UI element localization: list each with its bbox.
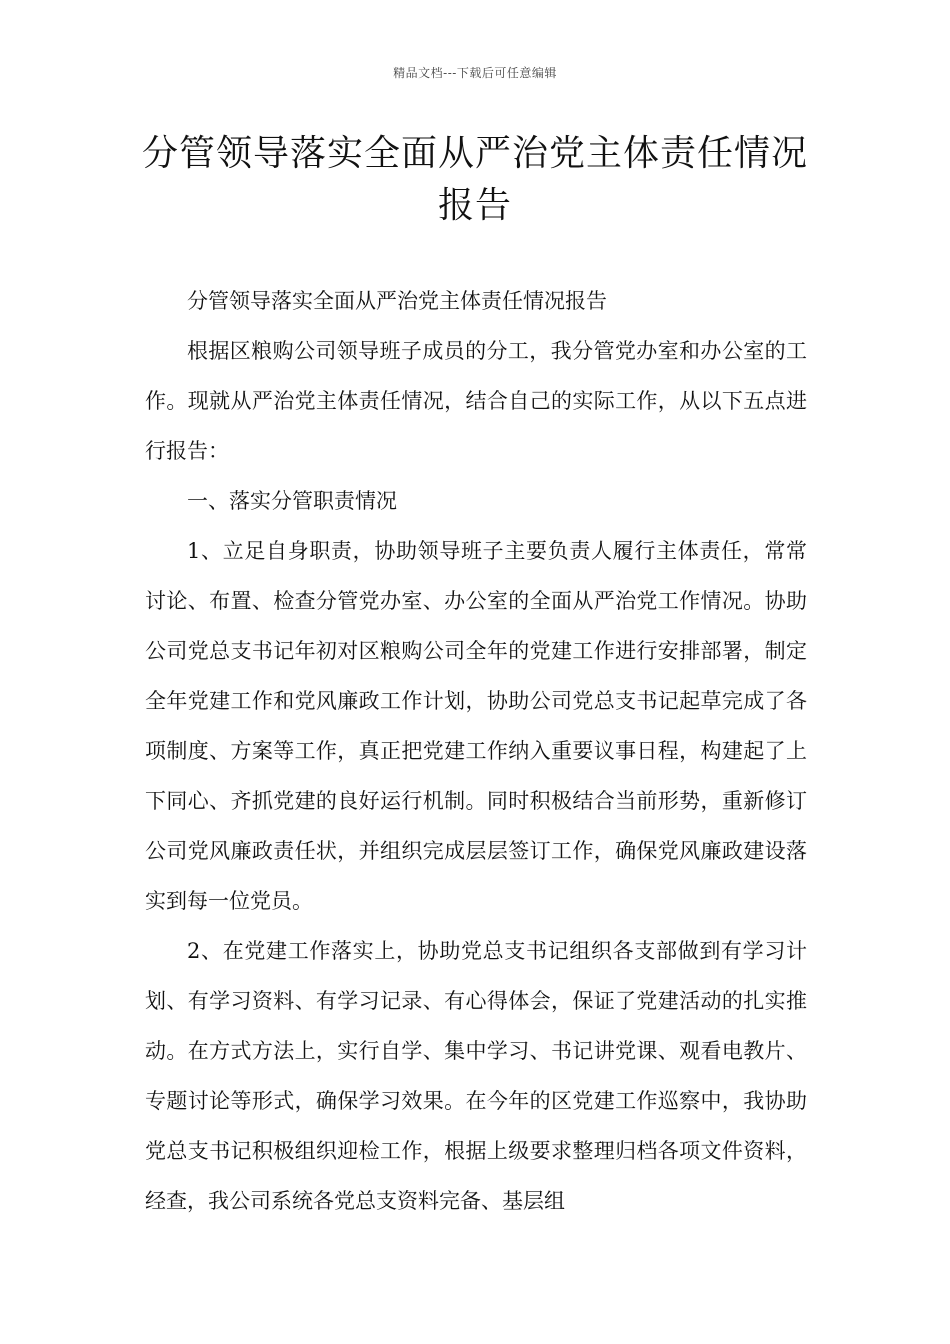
paragraph-intro: 根据区粮购公司领导班子成员的分工，我分管党办室和办公室的工作。现就从严治党主体责任情况，结合自己的实际工作，从以下五点进行报告：	[145, 339, 807, 463]
paragraph-item-1: 1、立足自身职责，协助领导班子主要负责人履行主体责任，常常讨论、布置、检查分管党办室、办公室的全面从严治党工作情况。协助公司党总支书记年初对区粮购公司全年的党建工作进行安排部署，制定全年党建工作和党风廉政工作计划，协助公司党总支书记起草完成了各项制度、方案等工作，真正把党建工作纳入重要议事日程，构建起了上下同心、齐抓党建的良好运行机制。同时积极结合当前形势，重新修订公司党风廉政责任状，并组织完成层层签订工作，确保党风廉政建设落实到每一位党员。	[145, 539, 807, 913]
paragraph-item-2: 2、在党建工作落实上，协助党总支书记组织各支部做到有学习计划、有学习资料、有学习记录、有心得体会，保证了党建活动的扎实推动。在方式方法上，实行自学、集中学习、书记讲党课、观看电教片、专题讨论等形式，确保学习效果。在今年的区党建工作巡察中，我协助党总支书记积极组织迎检工作，根据上级要求整理归档各项文件资料，经查，我公司系统各党总支资料完备、基层组	[145, 939, 807, 1213]
paragraph-subtitle: 分管领导落实全面从严治党主体责任情况报告	[187, 289, 607, 313]
document-title: 分管领导落实全面从严治党主体责任情况报告	[141, 133, 808, 226]
document-body	[145, 276, 807, 1226]
header-note: 精品文档---下载后可任意编辑	[393, 66, 557, 80]
section-heading: 一、落实分管职责情况	[187, 489, 397, 513]
